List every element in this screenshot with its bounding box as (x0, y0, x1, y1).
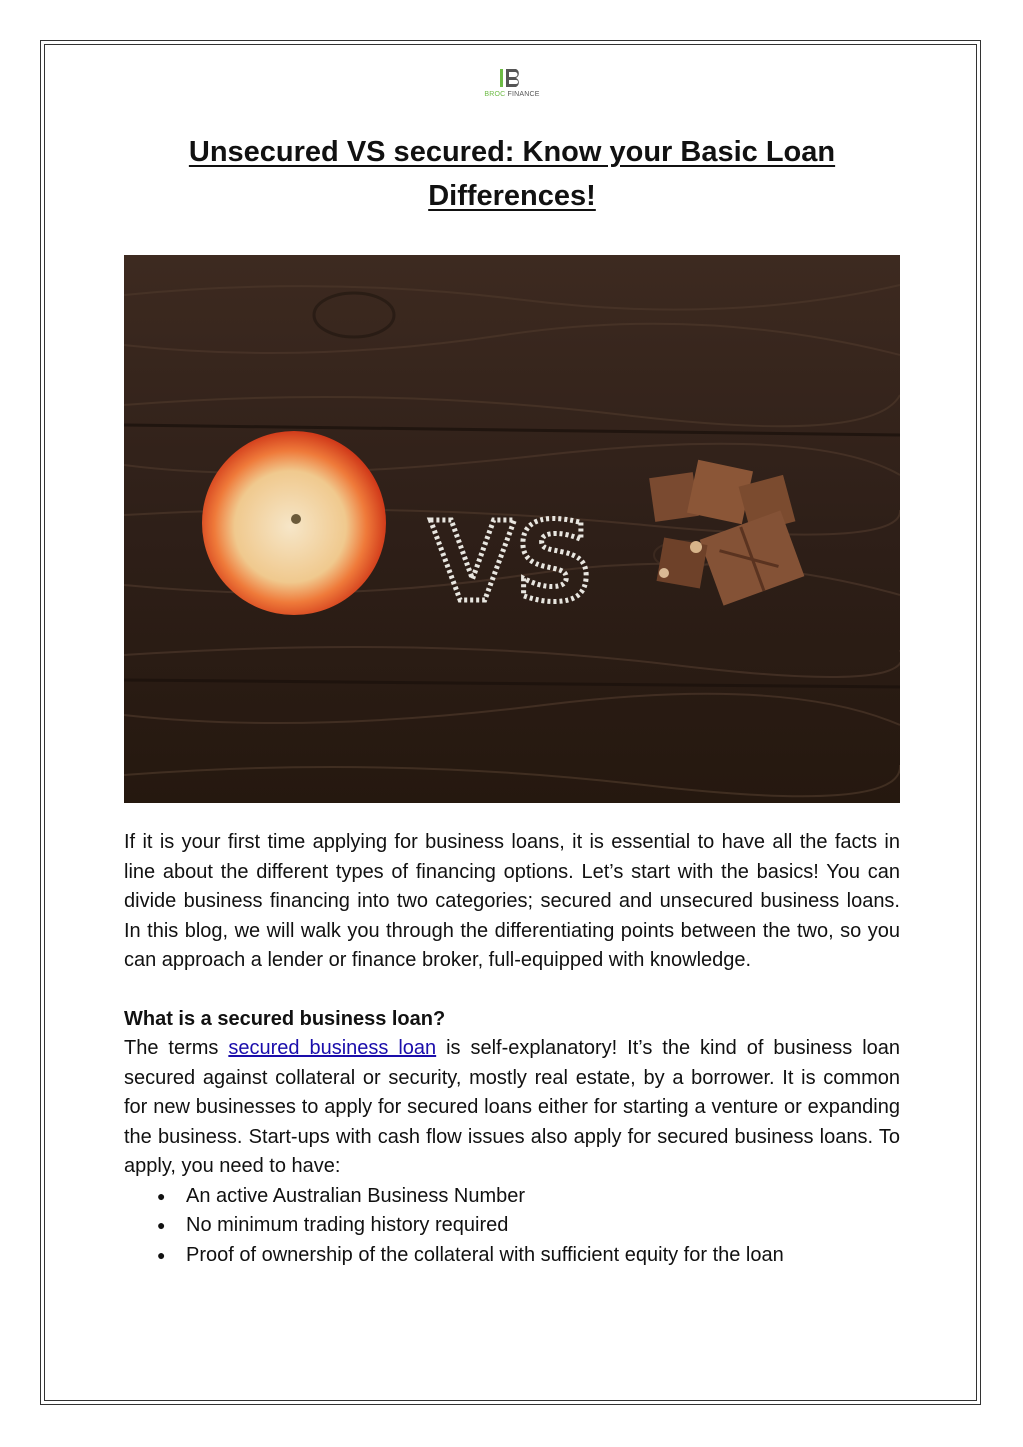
broc-finance-logo (470, 66, 554, 100)
list-item-text: No minimum trading history required (186, 1214, 509, 1236)
requirements-list (124, 1182, 900, 1271)
list-item-text: An active Australian Business Number (186, 1184, 526, 1207)
logo-word-broc: BROC (484, 91, 506, 98)
paragraph-body-text: is self-explanatory! It’s the kind of business loan secured against collateral or security, mostly real estate, by a borrower. It is common for new businesses to apply for secured loans either for starting a venture or expanding the business. Start-ups with cash flow issues also apply for secured business loans. To apply, you need to have: (124, 1037, 901, 1177)
hero-image (124, 255, 900, 803)
title-line-1: Unsecured VS secured: Know your Basic Loan (188, 136, 836, 168)
intro-paragraph: If it is your first time applying for business loans, it is essential to have all the facts in line about the different types of financing options. Let’s start with the basics! You can divide business financing into two categories; secured and unsecured business loans. In this blog, we will walk you through the differentiating points between the two, so you can approach a lender or finance broker, full-equipped with knowledge. (124, 831, 900, 971)
bullet-icon: ● (157, 1246, 166, 1263)
paragraph-lead-text: The terms (124, 1037, 229, 1059)
list-item (157, 1182, 900, 1212)
chalk-vs-text: VS (429, 498, 595, 626)
logo-wordmark (470, 91, 554, 98)
bullet-icon: ● (157, 1217, 166, 1233)
page-title (124, 130, 900, 218)
logo-mark-icon (492, 66, 532, 90)
secured-loan-paragraph (124, 1034, 900, 1182)
paragraph-spacer (124, 976, 900, 1005)
logo-word-finance: FINANCE (505, 91, 540, 98)
secured-business-loan-link[interactable]: secured business loan (228, 1037, 437, 1059)
list-item-text: Proof of ownership of the collateral with sufficient equity for the loan (186, 1243, 784, 1266)
section-heading-secured-loan: What is a secured business loan? (124, 1007, 446, 1030)
title-line-2: Differences! (428, 180, 596, 212)
list-item (157, 1241, 900, 1271)
article-body (124, 828, 900, 1270)
apple-vs-chocolate-image (124, 255, 900, 803)
bullet-icon: ● (157, 1187, 166, 1204)
list-item (157, 1211, 900, 1241)
